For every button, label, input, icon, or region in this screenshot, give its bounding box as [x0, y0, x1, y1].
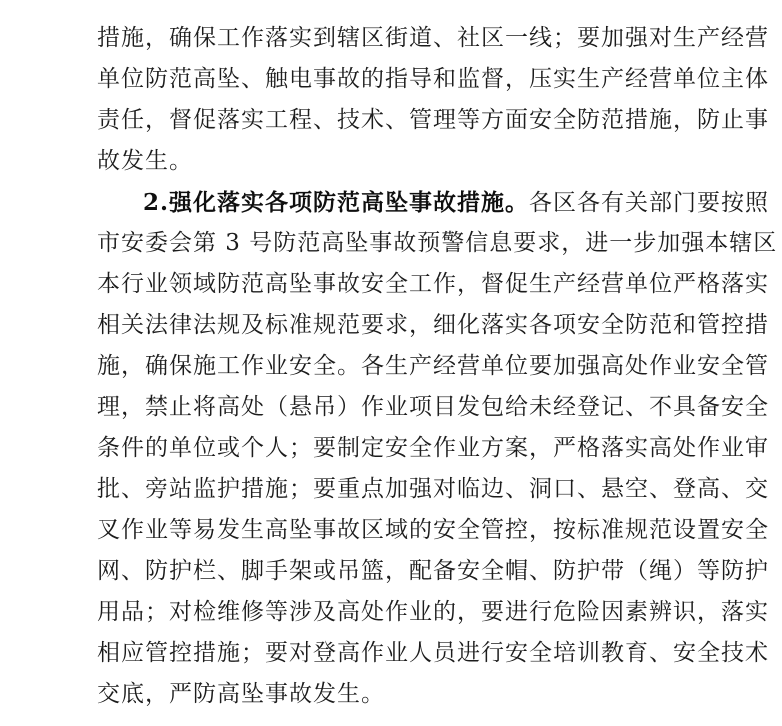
paragraph-line: 故发生。: [97, 148, 193, 174]
paragraph-line: 本行业领域防范高坠事故安全工作，督促生产经营单位严格落实: [97, 271, 769, 297]
paragraph-line: 相应管控措施；要对登高作业人员进行安全培训教育、安全技术: [97, 640, 769, 666]
paragraph-line: 条件的单位或个人；要制定安全作业方案，严格落实高处作业审: [97, 435, 769, 461]
paragraph-line: 施，确保施工作业安全。各生产经营单位要加强高处作业安全管: [97, 353, 769, 379]
paragraph-line: 叉作业等易发生高坠事故区域的安全管控，按标准规范设置安全: [97, 517, 769, 543]
paragraph-line: 批、旁站监护措施；要重点加强对临边、洞口、悬空、登高、交: [97, 476, 769, 502]
paragraph-line: 责任，督促落实工程、技术、管理等方面安全防范措施，防止事: [97, 107, 769, 133]
paragraph-line: 网、防护栏、脚手架或吊篮，配备安全帽、防护带（绳）等防护: [97, 558, 769, 584]
paragraph-line: 用品；对检维修等涉及高处作业的，要进行危险因素辨识，落实: [97, 599, 769, 625]
paragraph-line: 相关法律法规及标准规范要求，细化落实各项安全防范和管控措: [97, 312, 769, 338]
section-2-text: 各区各有关部门要按照: [529, 190, 770, 216]
paragraph-line: 市安委会第 3 号防范高坠事故预警信息要求，进一步加强本辖区: [97, 230, 778, 256]
paragraph-line: 措施，确保工作落实到辖区街道、社区一线；要加强对生产经营: [97, 25, 769, 51]
paragraph-line: 单位防范高坠、触电事故的指导和监督，压实生产经营单位主体: [97, 66, 769, 92]
paragraph-line: 理，禁止将高处（悬吊）作业项目发包给未经登记、不具备安全: [97, 394, 769, 420]
section-2-heading: 2.强化落实各项防范高坠事故措施。: [143, 189, 530, 216]
section-2-first-line: [143, 182, 769, 223]
paragraph-line: 交底，严防高坠事故发生。: [97, 681, 385, 707]
